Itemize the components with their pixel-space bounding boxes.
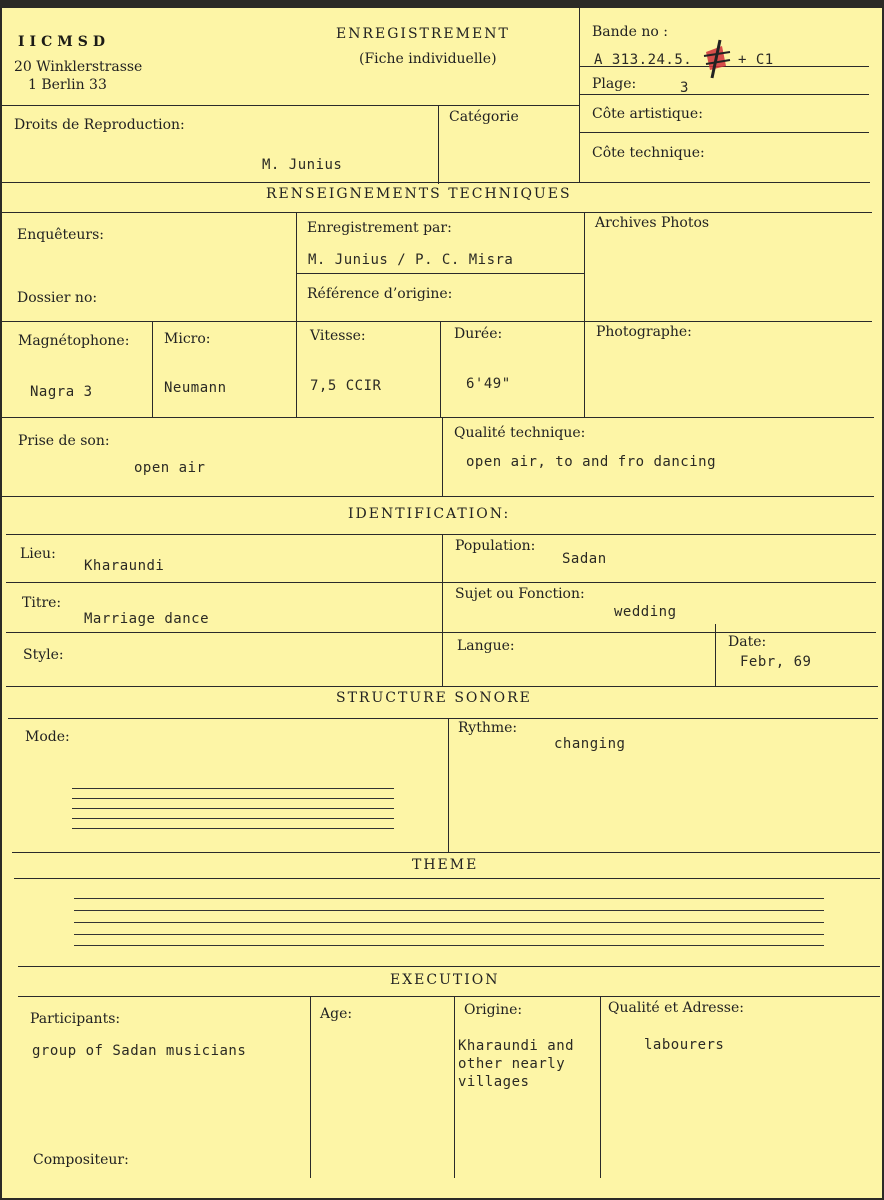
divider-tech-mid [296,212,297,418]
mode-line-2 [72,798,394,799]
divider-age [310,996,311,1178]
divider-archives [584,212,585,418]
rythme-label: Rythme: [458,720,518,736]
theme-line-2 [74,910,824,911]
origine-label: Origine: [464,1002,523,1018]
age-label: Age: [320,1006,353,1022]
prise-de-son-label: Prise de son: [18,433,110,449]
origine-value-line-2: other nearly [458,1056,566,1072]
micro-value: Neumann [164,380,227,396]
section-title-technique: RENSEIGNEMENTS TECHNIQUES [266,186,572,202]
mode-line-5 [72,828,394,829]
droits-value: M. Junius [262,157,343,173]
mode-line-4 [72,818,394,819]
qualite-technique-value: open air, to and fro dancing [466,454,717,470]
bande-label: Bande no : [592,24,668,40]
enregistrement-par-value: M. Junius / P. C. Misra [308,252,514,268]
divider-duree [440,321,441,418]
divider-theme-bottom [18,966,880,967]
mode-line-1 [72,788,394,789]
compositeur-label: Compositeur: [33,1152,129,1168]
divider-tech-row2 [2,417,874,418]
divider-tech-row1 [2,321,872,322]
enqueteurs-label: Enquêteurs: [17,227,105,243]
section-title-identification: IDENTIFICATION: [348,506,511,522]
divider-qualite-adresse [600,996,601,1178]
plage-label: Plage: [592,76,637,92]
divider-ident-mid [442,534,443,686]
page-title: ENREGISTREMENT [336,26,510,42]
cote-technique-label: Côte technique: [592,145,705,161]
divider-ident-row2 [6,632,876,633]
sujet-label: Sujet ou Fonction: [455,586,585,602]
reference-label: Référence d’origine: [307,286,453,302]
lieu-value: Kharaundi [84,558,165,574]
divider-enreg-par [296,273,584,274]
mode-label: Mode: [25,729,70,745]
index-card [2,8,882,1198]
qualite-adresse-value: labourers [644,1037,725,1053]
divider-structure-bottom [12,852,880,853]
divider-categorie [438,105,439,184]
langue-label: Langue: [457,638,515,654]
micro-label: Micro: [164,331,211,347]
duree-value: 6'49" [466,376,511,392]
theme-line-4 [74,934,824,935]
titre-label: Titre: [22,595,62,611]
mode-line-3 [72,808,394,809]
qualite-adresse-label: Qualité et Adresse: [608,1000,744,1016]
divider-execution-title [18,996,880,997]
lieu-label: Lieu: [20,546,56,562]
vitesse-value: 7,5 CCIR [310,378,382,394]
section-title-execution: EXECUTION [390,972,500,988]
dossier-label: Dossier no: [17,290,98,306]
divider-origine [454,996,455,1178]
categorie-label: Catégorie [449,109,519,125]
photographe-label: Photographe: [596,324,692,340]
theme-line-5 [74,945,824,946]
divider-rights-bottom [2,182,870,183]
theme-line-3 [74,922,824,923]
population-value: Sadan [562,551,607,567]
magnetophone-value: Nagra 3 [30,384,93,400]
divider-ident-bottom [6,686,878,687]
divider-ident-title [6,534,876,535]
magnetophone-label: Magnétophone: [18,333,130,349]
divider-date [715,624,716,686]
participants-label: Participants: [30,1011,121,1027]
divider-qualite [442,417,443,497]
divider-micro [152,321,153,418]
droits-label: Droits de Reproduction: [14,117,185,133]
date-label: Date: [728,634,767,650]
bande-suffix: + C1 [738,52,774,68]
divider-plage [579,94,869,95]
plage-value: 3 [680,80,689,96]
population-label: Population: [455,538,536,554]
address-line-1: 20 Winklerstrasse [14,59,143,75]
rythme-value: changing [554,736,626,752]
divider-ident-row1 [6,582,876,583]
section-title-theme: THEME [412,857,479,873]
cote-artistique-label: Côte artistique: [592,106,703,122]
date-value: Febr, 69 [740,654,812,670]
duree-label: Durée: [454,326,503,342]
address-line-2: 1 Berlin 33 [28,77,107,93]
prise-de-son-value: open air [134,460,206,476]
section-title-structure: STRUCTURE SONORE [336,690,532,706]
divider-header-right [579,8,580,183]
divider-cote [579,132,869,133]
divider-tech-title [2,212,872,213]
divider-structure-title [8,718,878,719]
enregistrement-par-label: Enregistrement par: [307,220,452,236]
divider-theme-title [14,878,880,879]
red-correction-mark [700,38,734,80]
sujet-value: wedding [614,604,677,620]
style-label: Style: [23,647,64,663]
theme-line-1 [74,898,824,899]
vitesse-label: Vitesse: [310,328,366,344]
origine-value-line-3: villages [458,1074,530,1090]
divider-structure-mid [448,718,449,852]
page-subtitle: (Fiche individuelle) [359,51,497,67]
bande-value: A 313.24.5. [594,52,693,68]
qualite-technique-label: Qualité technique: [454,425,586,441]
org-logo: IICMSD [18,34,110,50]
titre-value: Marriage dance [84,611,210,627]
divider-header-bottom [2,105,579,106]
origine-value-line-1: Kharaundi and [458,1038,575,1054]
archives-label: Archives Photos [595,215,710,231]
divider-tech-bottom [2,496,874,497]
participants-value: group of Sadan musicians [32,1043,247,1059]
